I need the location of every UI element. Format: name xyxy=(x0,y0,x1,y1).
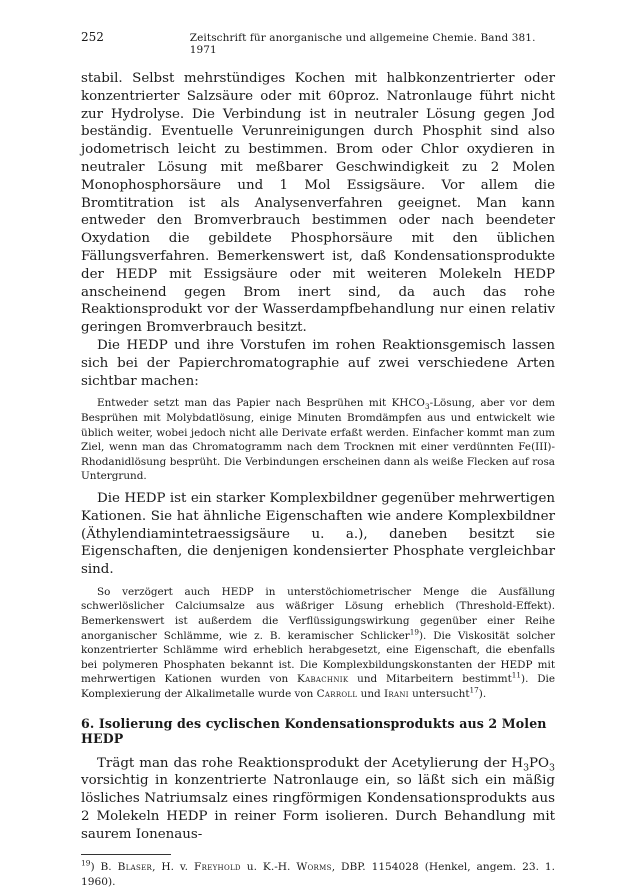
small-print-complexing: So verzögert auch HEDP in unterstöchiometrischer Menge die Ausfällung schwerlöslicher Calciumsalze aus wäßriger Lösung erheblich (Threshold-Effekt). Bemerkenswert ist außerdem die Verflüssigungswirkung gegenüber einer Reihe anorganischer Schlämme, wie z. B. keramischer Schlicker$^{19}$). Die Viskosität solcher konzentrierter Schlämme wird erheblich herabgesetzt, eine Eigenschaft, die ebenfalls bei polymeren Phosphaten bekannt ist. Die Komplexbildungskonstanten der HEDP mit mehrwertigen Kationen wurden von Kabachnik und Mitarbeitern bestimmt$^{11}$). Die Komplexierung der Alkalimetalle wurde von Carroll und Irani untersucht$^{17}$). xyxy=(81,585,555,701)
paragraph-continued: stabil. Selbst mehrstündiges Kochen mit halbkonzentrierter oder konzentrierter Salzsäure oder mit 60proz. Natronlauge führt nicht zur Hydrolyse. Die Verbindung ist in neutraler Lösung gegen Jod beständig. Eventuelle Verunreinigungen durch Phosphit sind also jodometrisch leicht zu bestimmen. Brom oder Chlor oxydieren in neutraler Lösung mit meßbarer Geschwindigkeit zu 2 Molen Monophosphorsäure und 1 Mol Essigsäure. Vor allem die Bromtitration ist als Analysenverfahren geeignet. Man kann entweder den Bromverbrauch bestimmen oder nach beendeter Oxydation die gebildete Phosphorsäure mit den üblichen Fällungsverfahren. Bemerkenswert ist, daß Kondensationsprodukte der HEDP mit Essigsäure oder mit weiteren Molekeln HEDP anscheinend gegen Brom inert sind, da auch das rohe Reaktionsprodukt vor der Wasserdampfbehandlung nur einen relativ geringen Bromverbrauch besitzt. xyxy=(81,71,555,336)
small-print-chromatography: Entweder setzt man das Papier nach Besprühen mit $KHCO_3$-Lösung, aber vor dem Besprühen mit Molybdatlösung, einige Minuten Bromdämpfen aus und entwickelt wie üblich weiter, wobei jedoch nicht alle Derivate erfaßt werden. Einfacher kommt man zum Ziel, wenn man das Chromatogramm nach dem Trocknen mit einer verdünnten Fe(III)-Rhodanidlösung besprüht. Die Verbindungen erscheinen dann als weiße Flecken auf rosa Untergrund. xyxy=(81,397,555,483)
citation-19: 19 xyxy=(409,627,419,637)
paragraph-complexing: Die HEDP ist ein starker Komplexbildner gegenüber mehrwertigen Kationen. Sie hat ähnliche Eigenschaften wie andere Komplexbildner (Äthylendiamintetraessigsäure u. a.), daneben besitzt sie Eigenschaften, die denjenigen kondensierter Phosphate vergleichbar sind. xyxy=(81,490,555,578)
journal-title: Zeitschrift für anorganische und allgemeine Chemie. Band 381. 1971 xyxy=(189,32,536,56)
author-name: Irani xyxy=(383,688,409,701)
footnote-rule xyxy=(81,854,171,855)
running-header xyxy=(81,30,555,56)
author-name: Carroll xyxy=(316,688,358,701)
paragraph-isolation: Trägt man das rohe Reaktionsprodukt der Acetylierung der $H_3PO_3$ vorsichtig in konzentrierte Natronlauge ein, so läßt sich ein mäßig lösliches Natriumsalz eines ringförmigen Kondensationsprodukts aus 2 Molekeln HEDP in reiner Form isolieren. Durch Behandlung mit saurem Ionenaus- xyxy=(81,755,555,842)
citation-17: 17 xyxy=(469,685,479,695)
page xyxy=(81,30,555,890)
footnote: $^{19}$) B. Blaser, H. v. Freyhold u. K.-H. Worms, DBP. 1154028 (Henkel, angem. 23. 1. 1960). xyxy=(81,858,555,888)
paragraph-chromatography: Die HEDP und ihre Vorstufen im rohen Reaktionsgemisch lassen sich bei der Papierchromatographie auf zwei verschiedene Arten sichtbar machen: xyxy=(81,337,555,389)
author-name: Kabachnik xyxy=(297,673,349,686)
page-number: 252 xyxy=(81,30,104,44)
section-heading: 6. Isolierung des cyclischen Kondensationsprodukts aus 2 Molen HEDP xyxy=(81,715,547,746)
citation-11: 11 xyxy=(511,670,522,680)
